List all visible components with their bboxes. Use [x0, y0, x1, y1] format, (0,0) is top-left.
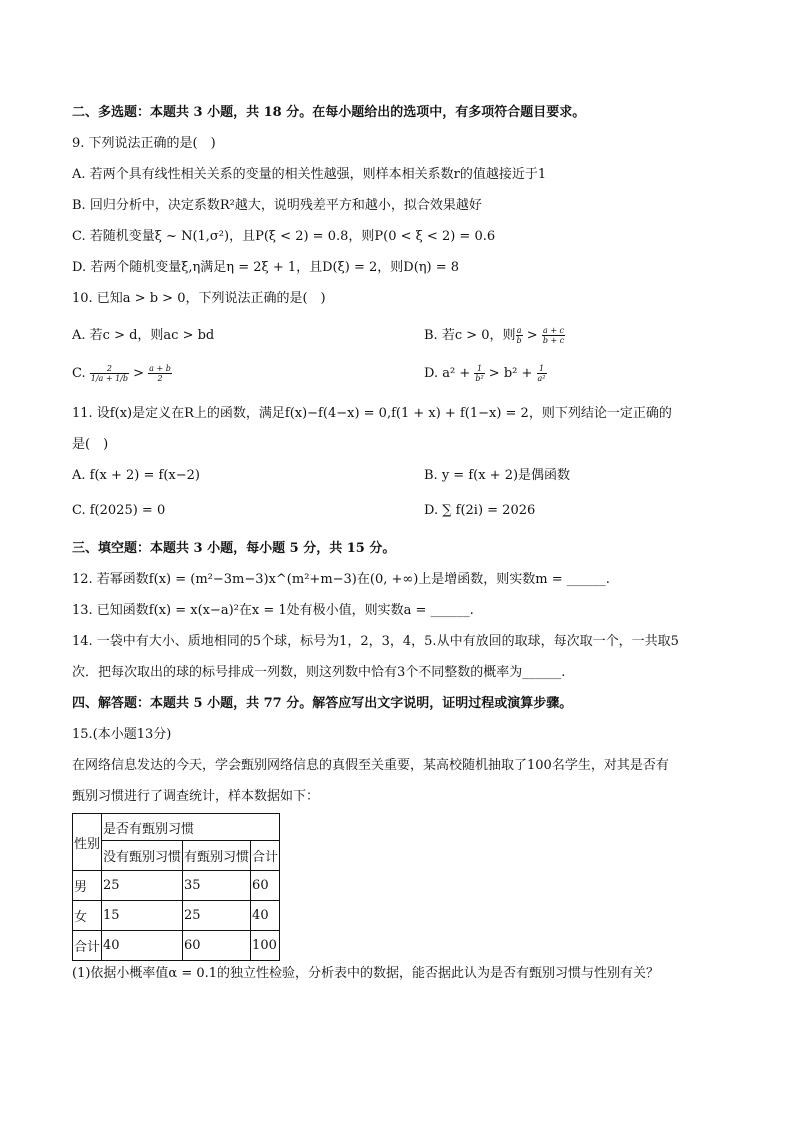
header-no-habit: 没有甄别习惯: [102, 841, 183, 871]
q11-option-b: B. y = f(x + 2)是偶函数: [424, 468, 571, 483]
q11-row-2: [72, 501, 734, 521]
q10-option-a: A. 若c > d，则ac > bd: [72, 328, 215, 343]
q10-row-2: [72, 364, 734, 384]
q14-line-2: 次．把每次取出的球的标号排成一列数，则这列数中恰有3个不同整数的概率为______.: [72, 665, 566, 680]
section-4-description: 本题共 5 小题，共 77 分。解答应写出文字说明，证明过程或演算步骤。: [150, 696, 573, 711]
section-3-description: 本题共 3 小题，每小题 5 分，共 15 分。: [150, 541, 396, 556]
q9-option-a: A. 若两个具有线性相关关系的变量的相关性越强，则样本相关系数r的值越接近于1: [72, 167, 547, 182]
row-label: 男: [73, 871, 102, 901]
header-has-habit: 有甄别习惯: [183, 841, 251, 871]
row-label: 女: [73, 901, 102, 931]
q9-stem: 9. 下列说法正确的是( ): [72, 136, 216, 151]
q15-stem: 15.(本小题13分): [72, 727, 172, 742]
row-label: 合计: [73, 931, 102, 961]
section-3-heading: [72, 539, 734, 559]
cell-total: 60: [251, 871, 280, 901]
cell-no-habit: 25: [102, 871, 183, 901]
q10-stem: 10. 已知a > b > 0，下列说法正确的是( ): [72, 291, 326, 306]
header-total: 合计: [251, 841, 280, 871]
table-row: [73, 871, 280, 901]
header-gender: 性别: [73, 814, 102, 871]
section-2-number: 二、多选题：: [72, 105, 151, 120]
q13-text: 13. 已知函数f(x) = x(x−a)²在x = 1处有极小值，则实数a = ______.: [72, 603, 474, 618]
cell-has-habit: 35: [183, 871, 251, 901]
cell-total: 100: [251, 931, 280, 961]
q11-option-d: D. ∑ f(2i) = 2026: [424, 503, 536, 518]
section-2-description: 本题共 3 小题，共 18 分。在每小题给出的选项中，有多项符合题目要求。: [150, 105, 586, 120]
q10-option-d: D. a² + $\frac{1}{\text{b²}}$ > b² + $\frac{1}{\text{a²}}$: [424, 364, 546, 383]
q11-row-1: [72, 466, 734, 486]
section-2-heading: [72, 103, 734, 123]
q10-option-c: C. $\frac{2}{1/a + 1/b}$ > $\frac{a + b}{2}$: [72, 364, 171, 383]
cell-total: 40: [251, 901, 280, 931]
cell-no-habit: 15: [102, 901, 183, 931]
cell-has-habit: 60: [183, 931, 251, 961]
q9-option-d: D. 若两个随机变量ξ,η满足η = 2ξ + 1，且D(ξ) = 2，则D(η) = 8: [72, 260, 460, 275]
q15-paragraph-line-1: 在网络信息发达的今天，学会甄别网络信息的真假至关重要，某高校随机抽取了100名学生，对其是否有: [72, 758, 669, 773]
q11-stem-line-1: 11. 设f(x)是定义在R上的函数，满足f(x)−f(4−x) = 0,f(1 + x) + f(1−x) = 2，则下列结论一定正确的: [72, 406, 672, 421]
table-row: [73, 901, 280, 931]
cell-no-habit: 40: [102, 931, 183, 961]
habit-gender-table: [72, 813, 280, 961]
q15-part-1: (1)依据小概率值α = 0.1的独立性检验，分析表中的数据，能否据此认为是否有甄别习惯与性别有关？: [72, 966, 660, 981]
section-4-heading: [72, 694, 734, 714]
table-subheader-row: [73, 841, 280, 871]
q11-option-c: C. f(2025) = 0: [72, 503, 166, 518]
q15-paragraph-line-2: 甄别习惯进行了调查统计，样本数据如下：: [72, 789, 320, 804]
q14-line-1: 14. 一袋中有大小、质地相同的5个球，标号为1，2，3，4，5.从中有放回的取球，每次取一个，一共取5: [72, 634, 679, 649]
q9-option-c: C. 若随机变量ξ ~ N(1,σ²)，且P(ξ < 2) = 0.8，则P(0 < ξ < 2) = 0.6: [72, 229, 496, 244]
table-header-row: [73, 814, 280, 841]
header-group: 是否有甄别习惯: [102, 814, 280, 841]
q12-text: 12. 若幂函数f(x) = (m²−3m−3)x^(m²+m−3)在(0, +∞)上是增函数，则实数m = ______.: [72, 572, 610, 587]
section-4-number: 四、解答题：: [72, 696, 151, 711]
q9-option-b: B. 回归分析中，决定系数R²越大，说明残差平方和越小，拟合效果越好: [72, 198, 482, 213]
cell-has-habit: 25: [183, 901, 251, 931]
q10-option-b: B. 若c > 0，则 $\frac{a}{b}$ > $\frac{a + c}{b + c}$: [424, 326, 565, 345]
table-row: [73, 931, 280, 961]
q10-row-1: [72, 326, 734, 346]
section-3-number: 三、填空题：: [72, 541, 151, 556]
q11-stem-line-2: 是( ): [72, 437, 109, 452]
q11-option-a: A. f(x + 2) = f(x−2): [72, 468, 200, 483]
